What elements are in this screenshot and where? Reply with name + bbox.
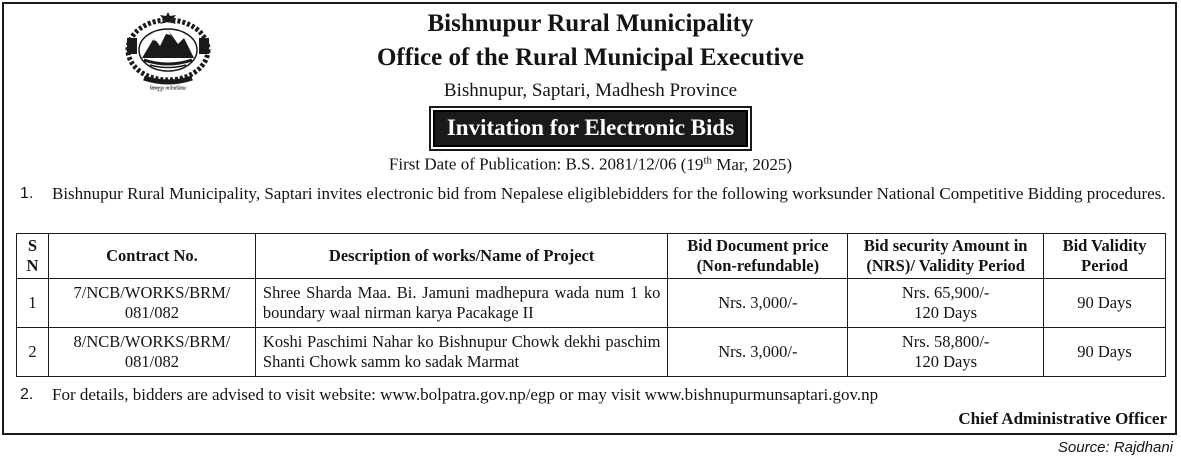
paragraph-number: 2.: [20, 386, 34, 403]
cell-security: Nrs. 65,900/- 120 Days: [848, 279, 1044, 328]
cell-validity: 90 Days: [1044, 279, 1166, 328]
cell-doc-price: Nrs. 3,000/-: [668, 279, 848, 328]
cell-contract: 8/NCB/WORKS/BRM/ 081/082: [48, 328, 255, 377]
cell-doc-price: Nrs. 3,000/-: [668, 328, 848, 377]
source-credit: Source: Rajdhani: [1057, 439, 1173, 456]
cell-description: Koshi Paschimi Nahar ko Bishnupur Chowk dekhi paschim Shanti Chowk samm ko sadak Marmat: [255, 328, 667, 377]
header-description: Description of works/Name of Project: [255, 234, 667, 279]
publication-ad-date: (19th Mar, 2025): [680, 154, 793, 174]
banner-container: [0, 110, 1181, 147]
notice-title-banner: Invitation for Electronic Bids: [433, 110, 748, 147]
cell-sn: 2: [17, 328, 49, 377]
publication-bs-date: B.S. 2081/12/06: [565, 154, 677, 174]
svg-text:बिष्णुपुर गाउँपालिका: बिष्णुपुर गाउँपालिका: [149, 87, 187, 92]
publication-label: First Date of Publication:: [388, 154, 562, 174]
paragraph-text: For details, bidders are advised to visit website: www.bolpatra.gov.np/egp or may visit www.bishnupurmunsaptari.gov.np: [52, 385, 879, 404]
office-address: Bishnupur, Saptari, Madhesh Province: [443, 80, 738, 101]
header-sn: S N: [17, 234, 49, 279]
cell-validity: 90 Days: [1044, 328, 1166, 377]
header-validity: Bid Validity Period: [1044, 234, 1166, 279]
paragraph-1: [20, 183, 1170, 204]
header-doc-price: Bid Document price (Non-refundable): [668, 234, 848, 279]
cell-sn: 1: [17, 279, 49, 328]
header-security: Bid security Amount in (NRS)/ Validity Period: [848, 234, 1044, 279]
municipality-name: Bishnupur Rural Municipality: [427, 10, 754, 37]
signoff-title: Chief Administrative Officer: [958, 409, 1167, 428]
office-name: Office of the Rural Municipal Executive: [376, 44, 804, 71]
table-header-row: [17, 234, 1166, 279]
publication-date: [0, 154, 1181, 175]
table-row: [17, 279, 1166, 328]
cell-contract: 7/NCB/WORKS/BRM/ 081/082: [48, 279, 255, 328]
table-row: [17, 328, 1166, 377]
paragraph-text: Bishnupur Rural Municipality, Saptari invites electronic bid from Nepalese eligiblebidders for the following worksunder National Competitive Bidding procedures.: [52, 184, 1166, 203]
header-contract: Contract No.: [48, 234, 255, 279]
paragraph-2: [20, 384, 1170, 405]
cell-security: Nrs. 58,800/- 120 Days: [848, 328, 1044, 377]
paragraph-number: 1.: [20, 185, 34, 202]
bids-table: [16, 233, 1166, 377]
cell-description: Shree Sharda Maa. Bi. Jamuni madhepura wada num 1 ko boundary waal nirman karya Pacakage II: [255, 279, 667, 328]
